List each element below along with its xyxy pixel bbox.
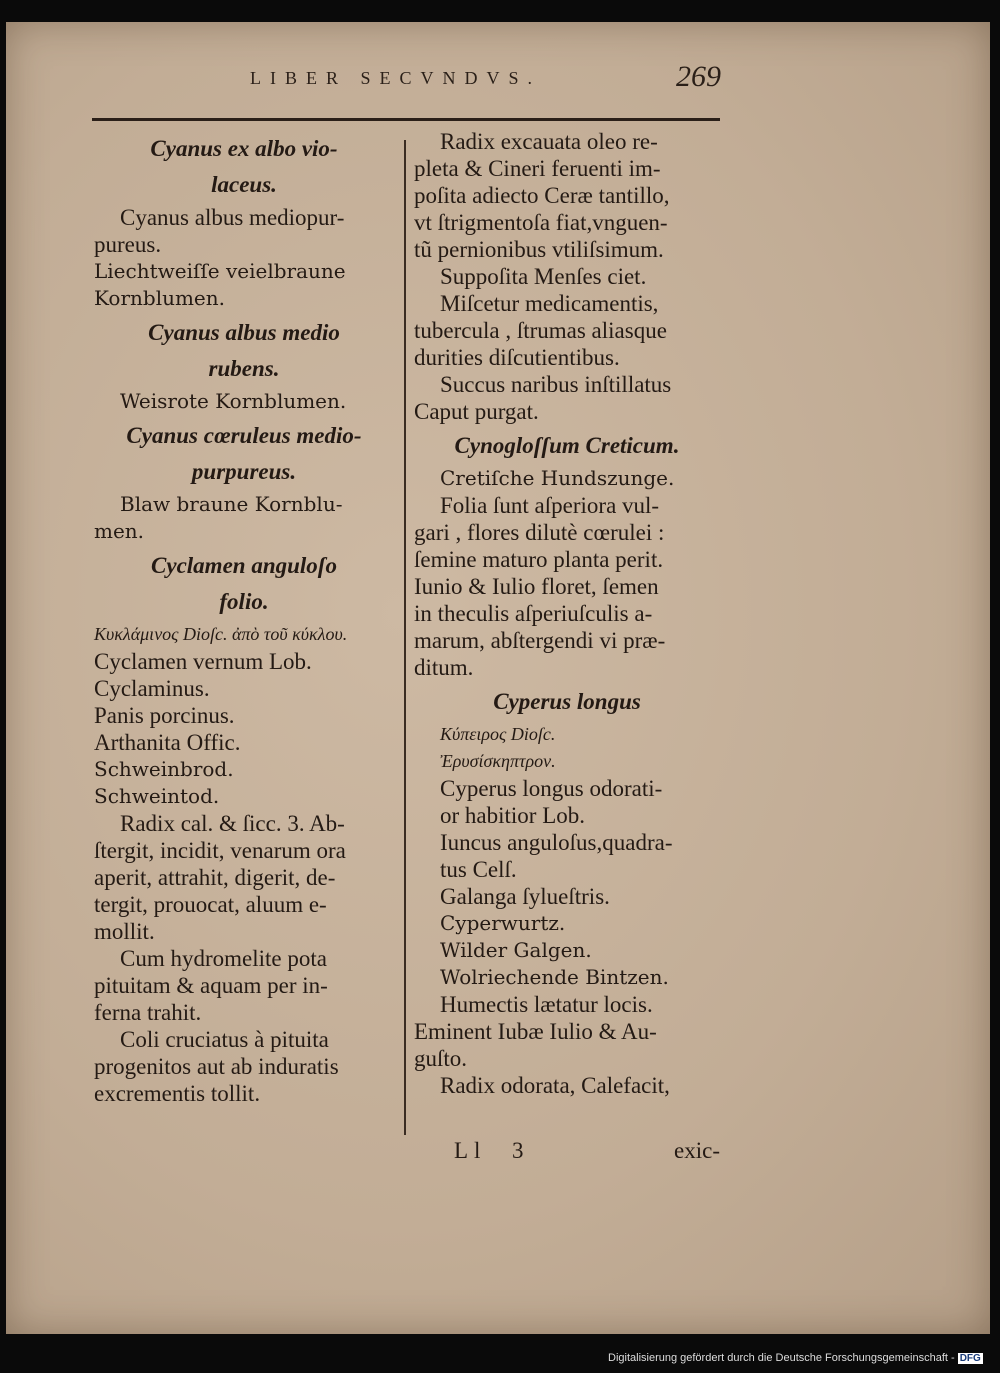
text-line: mollit. xyxy=(94,919,155,944)
text-line: guſto. xyxy=(414,1046,468,1071)
text-line: Liechtweiſſe veielbraune xyxy=(94,259,346,283)
text-line: ſtergit, incidit, venarum ora xyxy=(94,838,346,863)
text-line: in theculis aſperiuſculis a- xyxy=(414,601,653,626)
running-title: LIBER SECVNDVS. xyxy=(250,68,542,88)
text-line: Radix odorata, Calefacit, xyxy=(440,1073,670,1098)
text-line: excrementis tollit. xyxy=(94,1081,261,1106)
text-line: Succus naribus inſtillatus xyxy=(440,372,672,397)
text-line: tergit, prouocat, aluum e- xyxy=(94,892,327,917)
text-line: Wilder Galgen. xyxy=(440,938,592,962)
text-line: tubercula , ſtrumas aliasque xyxy=(414,318,667,343)
entry-heading: rubens. xyxy=(208,356,280,381)
right-column xyxy=(414,128,720,1099)
text-line: ditum. xyxy=(414,655,474,680)
text-line: tus Celſ. xyxy=(440,857,517,882)
text-line: progenitos aut ab induratis xyxy=(94,1054,339,1079)
text-line: pituitam & aquam per in- xyxy=(94,973,328,998)
text-line: Cretiſche Hundszunge. xyxy=(440,466,675,490)
text-line: Eminent Iubæ Iulio & Au- xyxy=(414,1019,657,1044)
text-line: Folia ſunt aſperiora vul- xyxy=(440,493,660,518)
text-line: Κύπειρος Dioſc. xyxy=(440,724,556,744)
text-line: Ἐρυσίσκηπτρον. xyxy=(440,751,556,771)
text-line: Galanga ſylueſtris. xyxy=(440,884,610,909)
text-line: marum, abſtergendi vi præ- xyxy=(414,628,666,653)
credit-text: Digitalisierung gefördert durch die Deutsche Forschungsgemeinschaft - xyxy=(608,1352,955,1364)
signature-mark: Ll xyxy=(454,1138,487,1163)
text-line: durities diſcutientibus. xyxy=(414,345,620,370)
text-line: vt ſtrigmentoſa fiat,vnguen- xyxy=(414,210,668,235)
entry-heading: Cyanus ex albo vio- xyxy=(150,136,338,161)
text-line: men. xyxy=(94,519,145,543)
entry-heading: Cyanus cœruleus medio- xyxy=(126,423,362,448)
dfg-logo: DFG xyxy=(959,1353,981,1364)
text-line: Cyperwurtz. xyxy=(440,911,566,935)
column-divider xyxy=(404,140,406,1135)
catchword: exic- xyxy=(674,1138,720,1163)
text-line: Miſcetur medicamentis, xyxy=(440,291,659,316)
signature-number: 3 xyxy=(512,1138,524,1163)
text-line: ferna trahit. xyxy=(94,1000,202,1025)
text-line: Κυκλάμινος Dioſc. ἀπὸ τοῦ κύκλου. xyxy=(94,624,348,644)
text-line: Schweinbrod. xyxy=(94,757,234,781)
text-line: Caput purgat. xyxy=(414,399,539,424)
text-line: Coli cruciatus à pituita xyxy=(120,1027,329,1052)
entry-heading: Cynogloſſum Creticum. xyxy=(454,433,680,458)
text-line: Cyanus albus mediopur- xyxy=(120,205,345,230)
page-number: 269 xyxy=(676,60,721,93)
text-line: poſita adiecto Ceræ tantillo, xyxy=(414,183,670,208)
entry-heading: laceus. xyxy=(211,172,277,197)
entry-heading: Cyanus albus medio xyxy=(148,320,340,345)
text-line: Schweintod. xyxy=(94,784,220,808)
text-line: Cyperus longus odorati- xyxy=(440,776,663,801)
text-line: ſemine maturo planta perit. xyxy=(414,547,664,572)
text-line: Suppoſita Menſes ciet. xyxy=(440,264,647,289)
digitization-credit xyxy=(608,1352,983,1364)
text-line: Cum hydromelite pota xyxy=(120,946,327,971)
left-column xyxy=(94,128,394,1107)
text-line: Cyclamen vernum Lob. xyxy=(94,649,312,674)
text-line: Panis porcinus. xyxy=(94,703,235,728)
entry-heading: purpureus. xyxy=(191,459,297,484)
text-line: aperit, attrahit, digerit, de- xyxy=(94,865,336,890)
text-line: Radix cal. & ſicc. 3. Ab- xyxy=(120,811,345,836)
text-line: Arthanita Offic. xyxy=(94,730,241,755)
text-line: Wolriechende Bintzen. xyxy=(440,965,669,989)
text-line: gari , flores dilutè cœrulei : xyxy=(414,520,665,545)
text-line: Iunio & Iulio floret, ſemen xyxy=(414,574,659,599)
header-rule xyxy=(92,118,720,121)
text-line: Blaw braune Kornblu- xyxy=(120,492,343,516)
text-line: pureus. xyxy=(94,232,162,257)
text-line: Weisrote Kornblumen. xyxy=(120,389,347,413)
text-line: Kornblumen. xyxy=(94,286,226,310)
entry-heading: folio. xyxy=(219,589,269,614)
text-line: Humectis lætatur locis. xyxy=(440,992,653,1017)
text-line: or habitior Lob. xyxy=(440,803,585,828)
text-line: Radix excauata oleo re- xyxy=(440,129,658,154)
text-line: pleta & Cineri feruenti im- xyxy=(414,156,661,181)
entry-heading: Cyclamen anguloſo xyxy=(151,553,337,578)
text-line: Cyclaminus. xyxy=(94,676,210,701)
text-line: Iuncus anguloſus,quadra- xyxy=(440,830,673,855)
text-line: tũ pernionibus vtiliſsimum. xyxy=(414,237,664,262)
entry-heading: Cyperus longus xyxy=(493,689,641,714)
